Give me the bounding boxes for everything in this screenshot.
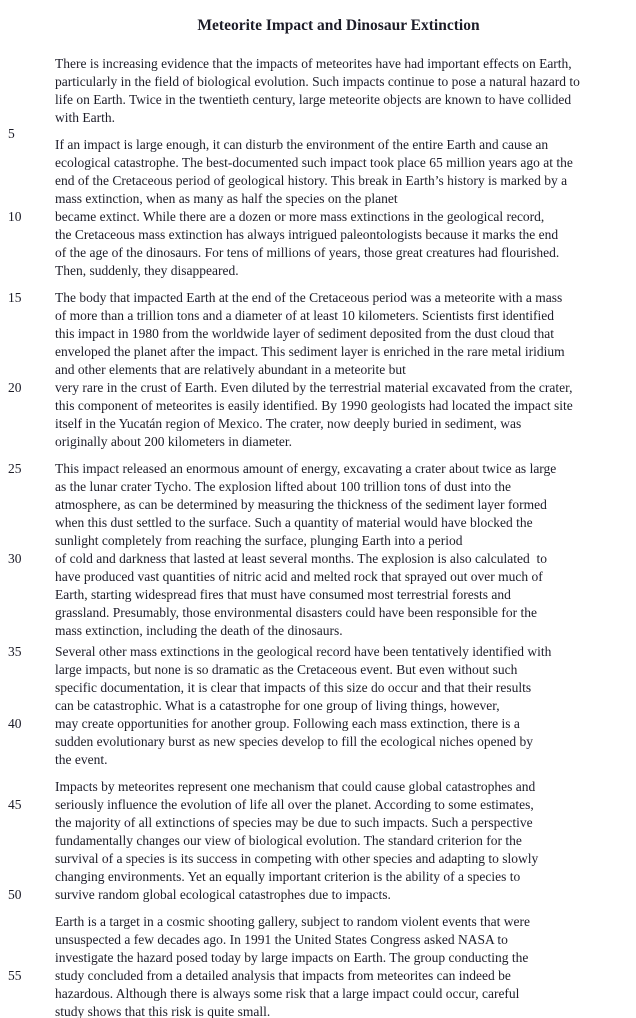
passage-line: enveloped the planet after the impact. This sediment layer is enriched in the rare metal iridium [55,344,565,359]
passage-line: the majority of all extinctions of species may be due to such impacts. Such a perspective [55,815,533,830]
passage-row [0,379,636,397]
passage-row [0,244,636,262]
passage-line: There is increasing evidence that the impacts of meteorites have had important effects on Earth, [55,56,572,71]
passage-row [0,190,636,208]
passage-line: of the age of the dinosaurs. For tens of millions of years, those great creatures had flourished. [55,245,560,260]
passage-row [0,661,636,679]
passage-line: mass extinction, when as many as half the species on the planet [55,191,398,206]
passage-row [0,679,636,697]
passage-row [0,985,636,1003]
passage-line: The body that impacted Earth at the end of the Cretaceous period was a meteorite with a mass [55,290,563,305]
passage-row [0,949,636,967]
passage-row [0,361,636,379]
passage-row [0,91,636,109]
passage-line: study concluded from a detailed analysis that impacts from meteorites can indeed be [55,968,511,983]
passage-line: Earth is a target in a cosmic shooting gallery, subject to random violent events that were [55,914,530,929]
passage-row [0,643,636,661]
passage-line: Earth, starting widespread fires that must have consumed most terrestrial forests and [55,587,511,602]
passage-row [0,397,636,415]
passage-line: and other elements that are relatively abundant in a meteorite but [55,362,406,377]
passage-row [0,289,636,307]
passage-line: specific documentation, it is clear that impacts of this size do occur and that their results [55,680,532,695]
line-number: 5 [8,126,15,141]
passage-line: atmosphere, as can be determined by measuring the thickness of the sediment layer formed [55,497,547,512]
passage-row [0,460,636,478]
passage-title: Meteorite Impact and Dinosaur Extinction [197,17,480,34]
passage-row [0,325,636,343]
passage-row [0,532,636,550]
passage-body [0,55,636,1018]
passage-line: This impact released an enormous amount of energy, excavating a crater about twice as large [55,461,557,476]
passage-line: as the lunar crater Tycho. The explosion lifted about 100 trillion tons of dust into the [55,479,511,494]
passage-row [0,778,636,796]
passage-row [0,967,636,985]
passage-line: large impacts, but none is so dramatic as the Cretaceous event. But even without such [55,662,518,677]
passage-row [0,226,636,244]
passage-line: survive random global ecological catastrophes due to impacts. [55,887,391,902]
line-number: 45 [8,797,22,812]
passage-row [0,343,636,361]
passage-row [0,73,636,91]
passage-row [0,886,636,904]
line-number: 55 [8,968,22,983]
passage-line: may create opportunities for another group. Following each mass extinction, there is a [55,716,520,731]
line-number: 30 [8,551,22,566]
line-number: 20 [8,380,22,395]
passage-row [0,796,636,814]
passage-line: of cold and darkness that lasted at least several months. The explosion is also calculated to [55,551,547,566]
passage-line: became extinct. While there are a dozen or more mass extinctions in the geological record, [55,209,545,224]
passage-row [0,433,636,451]
passage-line: Then, suddenly, they disappeared. [55,263,239,278]
passage-line: seriously influence the evolution of life all over the planet. According to some estimates, [55,797,534,812]
line-number: 50 [8,887,22,902]
passage-row [0,931,636,949]
passage-line: this impact in 1980 from the worldwide layer of sediment deposited from the dust cloud that [55,326,555,341]
passage-line: life on Earth. Twice in the twentieth century, large meteorite objects are known to have collided [55,92,572,107]
passage-line: changing environments. Yet an equally important criterion is the ability of a species to [55,869,521,884]
passage-row [0,307,636,325]
passage-row [0,126,636,141]
passage-line: the event. [55,752,108,767]
passage-row [0,136,636,154]
passage-line: this component of meteorites is easily identified. By 1990 geologists had located the impact site [55,398,573,413]
passage-row [0,832,636,850]
passage-row [0,514,636,532]
passage-row [0,733,636,751]
passage-row [0,904,636,913]
passage-line: sudden evolutionary burst as new species develop to fill the ecological niches opened by [55,734,533,749]
passage-line: Impacts by meteorites represent one mechanism that could cause global catastrophes and [55,779,536,794]
passage-line: of more than a trillion tons and a diameter of at least 10 kilometers. Scientists first identified [55,308,554,323]
passage-line: Several other mass extinctions in the geological record have been tentatively identified with [55,644,552,659]
line-number: 10 [8,209,22,224]
line-number: 35 [8,644,22,659]
passage-row [0,769,636,778]
passage-line: mass extinction, including the death of the dinosaurs. [55,623,343,638]
passage-row [0,715,636,733]
passage-line: have produced vast quantities of nitric acid and melted rock that sprayed out over much of [55,569,543,584]
passage-row [0,550,636,568]
passage-row [0,868,636,886]
passage-line: itself in the Yucatán region of Mexico. The crater, now deeply buried in sediment, was [55,416,522,431]
passage-row [0,208,636,226]
passage-line: grassland. Presumably, those environmental disasters could have been responsible for the [55,605,537,620]
line-number: 15 [8,290,22,305]
passage-row [0,568,636,586]
passage-line: hazardous. Although there is always some risk that a large impact could occur, careful [55,986,520,1001]
passage-row [0,604,636,622]
passage-row [0,814,636,832]
passage-row [0,622,636,640]
passage-line: when this dust settled to the surface. Such a quantity of material would have blocked the [55,515,533,530]
passage-row [0,586,636,604]
passage-line: originally about 200 kilometers in diameter. [55,434,292,449]
passage-line: survival of a species is its success in competing with other species and adapting to slowly [55,851,539,866]
passage-line: with Earth. [55,110,115,125]
passage-line: particularly in the field of biological evolution. Such impacts continue to pose a natural hazard to [55,74,580,89]
passage-row [0,172,636,190]
line-number: 40 [8,716,22,731]
passage-line: ecological catastrophe. The best-documented such impact took place 65 million years ago at the [55,155,573,170]
passage-row [0,262,636,280]
passage-line: the Cretaceous mass extinction has always intrigued paleontologists because it marks the end [55,227,559,242]
passage-line: fundamentally changes our view of biological evolution. The standard criterion for the [55,833,522,848]
passage-line: very rare in the crust of Earth. Even diluted by the terrestrial material excavated from the crater, [55,380,573,395]
passage-row [0,751,636,769]
passage-line: study shows that this risk is quite small. [55,1004,271,1018]
passage-row [0,850,636,868]
line-number: 25 [8,461,22,476]
passage-row [0,1003,636,1018]
passage-line: can be catastrophic. What is a catastrophe for one group of living things, however, [55,698,500,713]
passage-line: unsuspected a few decades ago. In 1991 the United States Congress asked NASA to [55,932,508,947]
passage-row [0,478,636,496]
passage-row [0,55,636,73]
passage-line: If an impact is large enough, it can disturb the environment of the entire Earth and cause an [55,137,549,152]
passage-line: end of the Cretaceous period of geological history. This break in Earth’s history is marked by a [55,173,568,188]
passage-row [0,109,636,127]
passage-row [0,913,636,931]
passage-row [0,154,636,172]
passage-row [0,697,636,715]
passage-line: investigate the hazard posed today by large impacts on Earth. The group conducting the [55,950,529,965]
passage-row [0,280,636,289]
passage-line: sunlight completely from reaching the surface, plunging Earth into a period [55,533,463,548]
passage-row [0,496,636,514]
passage-row [0,451,636,460]
passage-row [0,415,636,433]
